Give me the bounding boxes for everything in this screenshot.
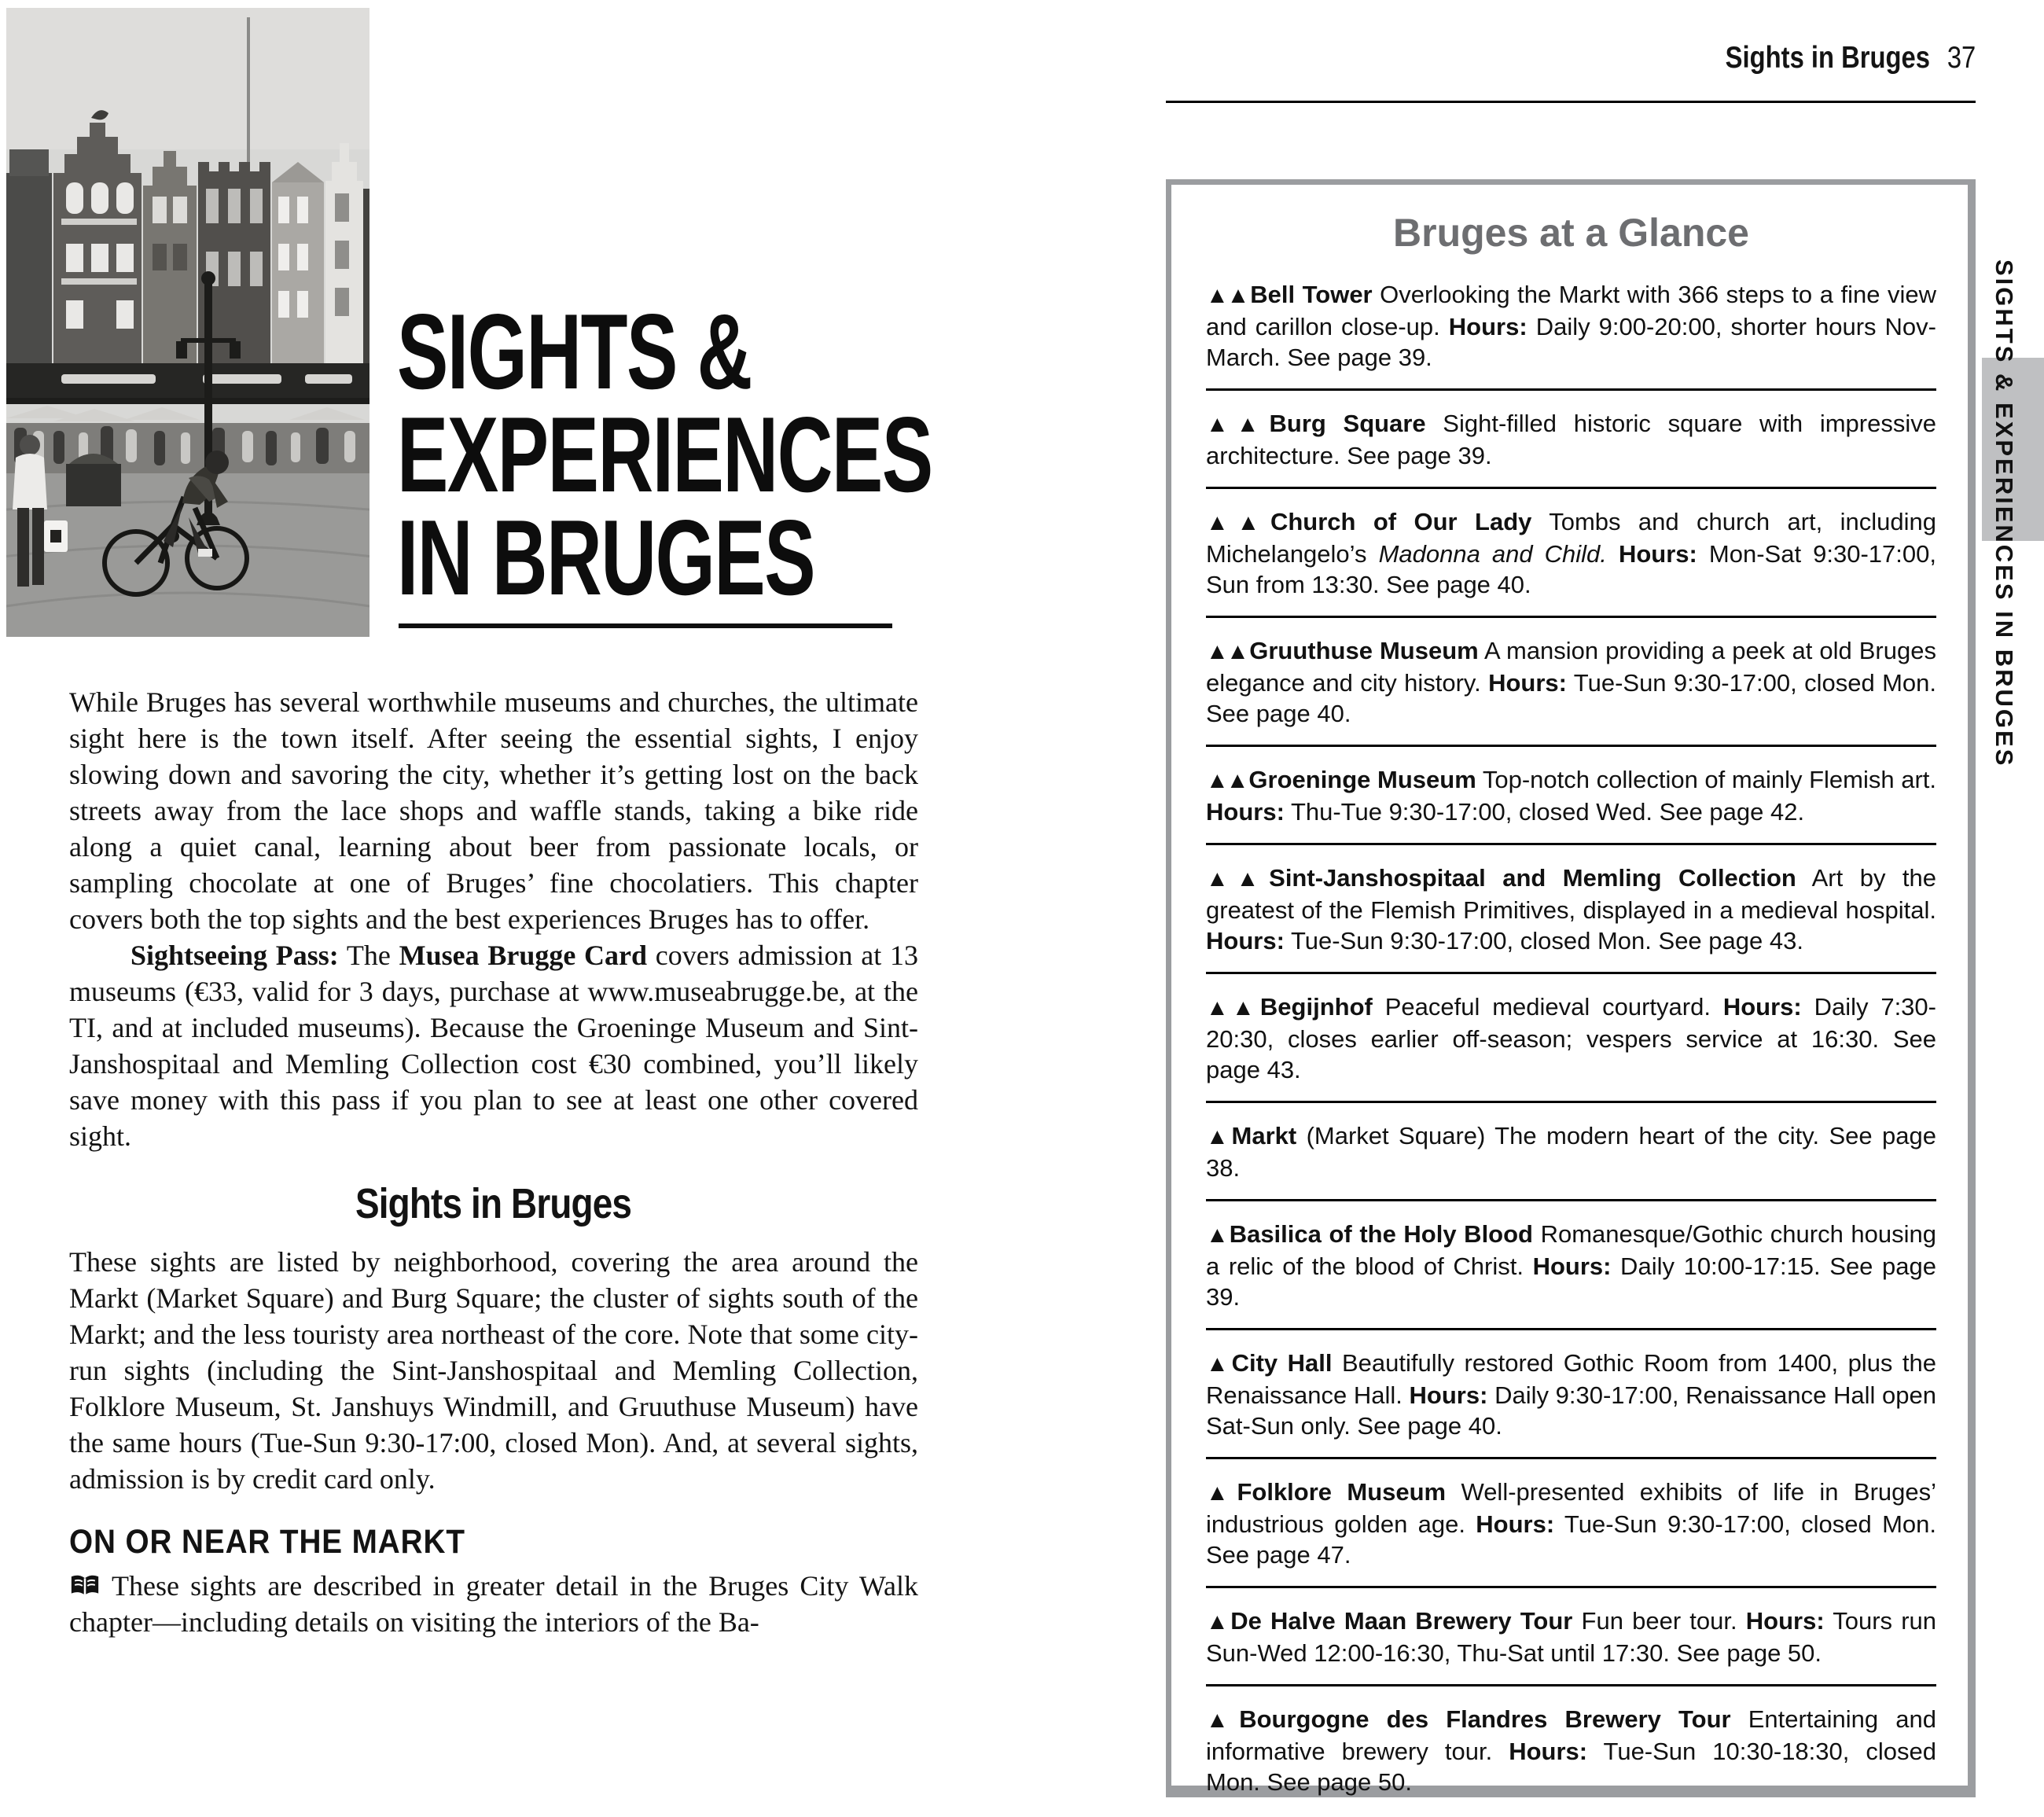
glance-entry [1206, 1328, 1936, 1441]
glance-entry-description: Overlooking the Markt with 366 steps to a fine view and carillon close-up. Hours: Daily 9:00-20:00, shorter hours Nov-March. See page 39. [1206, 281, 1936, 371]
glance-entry-description: Entertaining and informative brewery tour. Hours: Tue-Sun 10:30-18:30, closed Mon. See page 50. [1206, 1705, 1936, 1796]
entry-separator [1206, 487, 1936, 489]
glance-entry-text [1206, 1477, 1936, 1570]
neighborhood-paragraph: These sights are listed by neighborhood, covering the area around the Markt (Market Square) and Burg Square; the cluster of sights south of the Markt; and the less touristy area northeast of the core. Note that some city-run sights (including the Sint-Janshospitaal and Memling Collection, Folklore Museum, St. Janshuys Windmill, and Gruuthuse Museum) have the same hours (Tue-Sun 9:30-17:00, closed Mon). And, at several sights, admission is by credit card only. [69, 1246, 918, 1495]
rating-triangles-icon: ▲ [1206, 1352, 1230, 1377]
glance-entry-text [1206, 863, 1936, 956]
rating-triangles-icon: ▲▲ [1206, 866, 1267, 892]
rating-triangles-icon: ▲ [1206, 1124, 1230, 1149]
glance-entry-description: Romanesque/Gothic church housing a relic of the blood of Christ. Hours: Daily 10:00-17:15. See page 39. [1206, 1220, 1937, 1311]
rating-triangles-icon: ▲ [1206, 1708, 1237, 1733]
bruges-at-a-glance-box [1166, 179, 1976, 1797]
glance-entry-name: City Hall [1231, 1349, 1333, 1377]
chapter-title-line-2: EXPERIENCES [397, 395, 932, 514]
glance-entry-description: A mansion providing a peek at old Bruges elegance and city history. Hours: Tue-Sun 9:30-17:00, closed Mon. See page 40. [1206, 637, 1936, 727]
glance-entry [1206, 1101, 1936, 1183]
glance-entry-text [1206, 764, 1936, 827]
glance-entry-name: Folklore Museum [1237, 1478, 1447, 1506]
entry-separator [1206, 1586, 1936, 1588]
glance-entry-description: (Market Square) The modern heart of the city. See page 38. [1206, 1122, 1937, 1182]
glance-entry-name: De Halve Maan Brewery Tour [1230, 1607, 1573, 1635]
glance-entry-name: Begijnhof [1259, 993, 1373, 1021]
entry-separator [1206, 388, 1936, 391]
glance-entry-name: Groeninge Museum [1248, 766, 1476, 793]
glance-entry [1206, 1457, 1936, 1570]
glance-entry-description: Well-presented exhibits of life in Bruges’ industrious golden age. Hours: Tue-Sun 9:30-17:00, closed Mon. See page 47. [1206, 1478, 1937, 1569]
glance-entry-text [1206, 1219, 1936, 1312]
subsection-heading-wrap [69, 1524, 918, 1561]
markt-photo-illustration [6, 8, 369, 637]
rating-triangles-icon: ▲ [1206, 1480, 1235, 1506]
glance-entry-description: Sight-filled historic square with impressive architecture. See page 39. [1206, 410, 1936, 469]
glance-entry [1206, 745, 1936, 827]
glance-entry [1206, 279, 1936, 373]
glance-entry-text [1206, 991, 1936, 1085]
glance-entry [1206, 1199, 1936, 1312]
glance-entry-text [1206, 279, 1936, 373]
glance-entry-description: Beautifully restored Gothic Room from 1400, plus the Renaissance Hall. Hours: Daily 9:30-17:00, Renaissance Hall open Sat-Sun only. See page 40. [1206, 1349, 1937, 1440]
glance-entry-name: Basilica of the Holy Blood [1229, 1220, 1533, 1248]
chapter-title-line-1: SIGHTS & [397, 292, 752, 411]
markt-intro-paragraph [69, 1568, 918, 1640]
rating-triangles-icon: ▲ [1206, 1223, 1227, 1248]
open-book-icon [69, 1574, 101, 1598]
chapter-title [397, 292, 932, 617]
glance-entry [1206, 1586, 1936, 1668]
glance-entry-list [1206, 279, 1936, 1797]
glance-entry-name: Bell Tower [1250, 281, 1373, 308]
rating-triangles-icon: ▲▲ [1206, 768, 1247, 793]
entry-separator [1206, 1328, 1936, 1330]
entry-separator [1206, 972, 1936, 974]
entry-separator [1206, 1101, 1936, 1103]
rating-triangles-icon: ▲▲ [1206, 412, 1267, 437]
entry-separator [1206, 1457, 1936, 1459]
glance-entry-name: Markt [1231, 1122, 1297, 1149]
glance-entry-text [1206, 635, 1936, 729]
glance-entry-description: Art by the greatest of the Flemish Primitives, displayed in a medieval hospital. Hours: Tue-Sun 9:30-17:00, closed Mon. See page 43. [1206, 864, 1937, 954]
entry-separator [1206, 1684, 1936, 1686]
glance-entry-text [1206, 1704, 1936, 1797]
glance-entry-text [1206, 408, 1936, 471]
glance-entry-description: Tombs and church art, including Michelangelo’s Madonna and Child. Hours: Mon-Sat 9:30-17:00, Sun from 13:30. See page 40. [1206, 508, 1936, 598]
entry-separator [1206, 745, 1936, 747]
rating-triangles-icon: ▲▲ [1206, 510, 1268, 535]
intro-paragraph: While Bruges has several worthwhile museums and churches, the ultimate sight here is the town itself. After seeing the essential sights, I enjoy slowing down and savoring the city, whether it’s getting lost on the back streets away from the lace shops and waffle stands, taking a bike ride along a quiet canal, learning about beer from passionate locals, or sampling chocolate at one of Bruges’ fine chocolatiers. This chapter covers both the top sights and the best experiences Bruges has to offer. [69, 686, 918, 935]
glance-entry [1206, 972, 1936, 1085]
glance-entry-description: Peaceful medieval courtyard. Hours: Daily 7:30-20:30, closes earlier off-season; vespers service at 16:30. See page 43. [1206, 993, 1936, 1083]
subsection-heading: ON OR NEAR THE MARKT [69, 1523, 465, 1561]
glance-entry [1206, 616, 1936, 729]
glance-entry-name: Bourgogne des Flandres Brewery Tour [1239, 1705, 1731, 1733]
entry-separator [1206, 843, 1936, 845]
glance-entry [1206, 487, 1936, 600]
running-header [1725, 41, 1976, 75]
glance-entry-name: Burg Square [1269, 410, 1426, 437]
glance-entry-text [1206, 1606, 1936, 1668]
entry-separator [1206, 616, 1936, 618]
glance-entry [1206, 843, 1936, 956]
section-heading: Sights in Bruges [355, 1180, 632, 1227]
glance-entry-name: Church of Our Lady [1270, 508, 1532, 535]
chapter-title-underline [399, 623, 892, 628]
entry-separator [1206, 1199, 1936, 1201]
glance-entry [1206, 1684, 1936, 1797]
glance-entry-text [1206, 506, 1936, 600]
glance-box-title: Bruges at a Glance [1393, 211, 1749, 255]
markt-square-photo [6, 8, 369, 637]
body-column [69, 684, 918, 1640]
spine-vertical-text: SIGHTS & EXPERIENCES IN BRUGES [1991, 259, 2018, 768]
rating-triangles-icon: ▲▲ [1206, 639, 1248, 664]
header-rule [1166, 101, 1976, 103]
markt-intro-text: These sights are described in greater detail in the Bruges City Walk chapter—including details on visiting the interiors of the Ba- [69, 1570, 918, 1638]
glance-entry-name: Sint-Janshospitaal and Memling Collection [1269, 864, 1796, 892]
rating-triangles-icon: ▲▲ [1206, 283, 1248, 308]
rating-triangles-icon: ▲▲ [1206, 995, 1258, 1021]
glance-entry-description: Fun beer tour. Hours: Tours run Sun-Wed 12:00-16:30, Thu-Sat until 17:30. See page 50. [1206, 1607, 1937, 1667]
glance-entry [1206, 388, 1936, 471]
glance-entry-text [1206, 1120, 1936, 1183]
chapter-title-line-3: IN BRUGES [397, 498, 815, 617]
rating-triangles-icon: ▲ [1206, 1609, 1229, 1635]
glance-entry-description: Top-notch collection of mainly Flemish art. Hours: Thu-Tue 9:30-17:00, closed Wed. See page 42. [1206, 766, 1937, 826]
sightseeing-pass-paragraph: Sightseeing Pass: The Musea Brugge Card covers admission at 13 museums (€33, valid for 3 days, purchase at www.museabrugge.be, at the TI, and at included museums). Because the Groeninge Museum and Sint-Janshospitaal and Memling Collection cost €30 combined, you’ll likely save money with this pass if you plan to see at least one other covered sight. [69, 940, 918, 1152]
page-number: 37 [1947, 41, 1976, 75]
running-header-title: Sights in Bruges [1725, 41, 1930, 75]
glance-entry-name: Gruuthuse Museum [1249, 637, 1479, 664]
section-heading-wrap [69, 1180, 918, 1227]
glance-entry-text [1206, 1348, 1936, 1441]
